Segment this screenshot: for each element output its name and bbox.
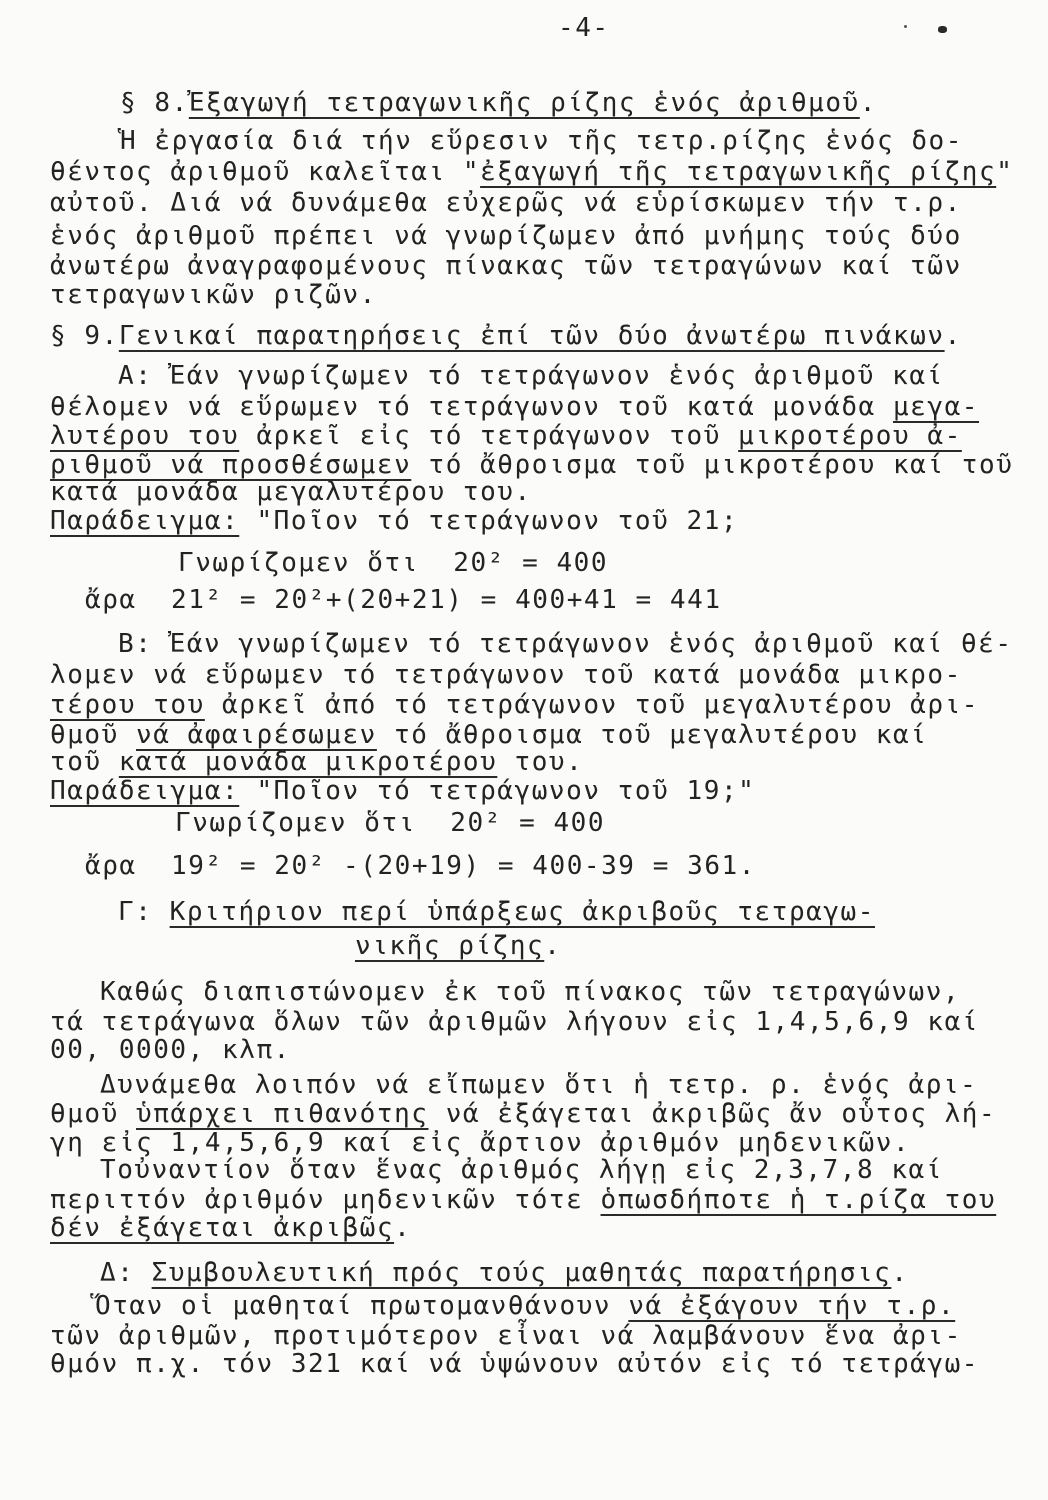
text-run: νά ἐξάγεται ἀκριβῶς ἄν οὗτος λή-: [428, 1099, 997, 1129]
text-run: τό ἄθροισμα τοῦ μεγαλυτέρου καί: [376, 720, 928, 750]
text-run: τό ἄθροισμα τοῦ μικροτέρου καί τοῦ: [411, 450, 1014, 480]
ink-dot: [904, 25, 907, 28]
text-run: γη εἰς 1,4,5,6,9 καί εἰς ἄρτιον ἀριθμόν μηδενικῶν.: [50, 1128, 911, 1158]
underlined-text: Παράδειγμα:: [50, 506, 240, 536]
paragraph-line: [50, 1007, 979, 1037]
text-run: κατά μονάδα μεγαλυτέρου του.: [50, 477, 532, 507]
text-run: Γνωρίζομεν ὅτι 20² = 400: [178, 548, 609, 578]
equation-line: [178, 548, 608, 578]
paragraph-line: [50, 188, 962, 218]
overlined-text: νά εὑρίσκωμεν τήν τ.ρ.: [583, 188, 962, 218]
ink-speck: [938, 26, 947, 33]
text-run: θμόν π.χ. τόν 321 καί νά ὑψώνουν αὐτόν εἰς τό τετράγω-: [50, 1349, 979, 1379]
text-run: περιττόν ἀριθμόν μηδενικῶν τότε: [50, 1185, 601, 1215]
paragraph-b-line: [118, 629, 1013, 659]
paragraph-line: [50, 221, 962, 251]
underlined-text: νικῆς ρίζης: [355, 931, 545, 961]
paragraph-line: [50, 1099, 996, 1129]
underlined-text: Κριτήριον περί ὑπάρξεως ἀκριβοῦς τετραγω-: [169, 897, 875, 927]
paragraph-line: [50, 157, 1013, 187]
text-run: ἄρα 19² = 20² -(20+19) = 400-39 = 361.: [85, 851, 756, 881]
text-run: Δυνάμεθα λοιπόν νά εἴπωμεν ὅτι ἡ τετρ. ρ. ἑνός ἀρι-: [100, 1070, 978, 1100]
text-run: § 8.: [120, 88, 189, 118]
paragraph-line: [120, 126, 963, 156]
paragraph-line: [50, 280, 377, 310]
text-run: Β: Ἐάν γνωρίζωμεν τό τετράγωνον ἑνός ἀριθμοῦ καί θέ-: [118, 629, 1013, 659]
paragraph-line: [50, 392, 979, 422]
text-run: αὐτοῦ. Διά νά δυνάμεθα εὐχερῶς: [50, 188, 584, 218]
paragraph-line: [50, 1185, 996, 1215]
paragraph-line: [50, 720, 927, 750]
text-run: θμοῦ: [50, 1099, 137, 1129]
text-run: ἑνός ἀριθμοῦ πρέπει νά γνωρίζωμεν ἀπό μνήμης τούς δύο: [50, 221, 962, 251]
text-run: Γνωρίζομεν ὅτι 20² = 400: [175, 808, 606, 838]
paragraph-c-heading: [355, 931, 561, 961]
text-run: Γ:: [118, 897, 170, 927]
example-line: [50, 506, 738, 536]
text-run: Ἡ ἐργασία διά τήν εὕρεσιν τῆς τετρ.ρίζης ἑνός δο-: [120, 126, 963, 156]
text-run: 00, 0000, κλπ.: [50, 1035, 291, 1065]
paragraph-line: [50, 251, 962, 281]
underlined-text: Συμβουλευτική πρός τούς μαθητάς παρατήρησις: [151, 1258, 892, 1288]
text-run: .: [394, 1213, 412, 1243]
paragraph-line: [50, 660, 962, 690]
text-run: τετραγωνικῶν ριζῶν.: [50, 280, 377, 310]
paragraph-line: [50, 690, 979, 720]
text-run: τοῦ: [50, 747, 119, 777]
text-run: "Ποῖον τό τετράγωνον τοῦ 19;": [239, 776, 756, 806]
underlined-text: Παράδειγμα:: [50, 776, 240, 806]
underlined-text: ὁπωσδήποτε ἡ τ.ρίζα του: [600, 1185, 997, 1215]
text-run: .: [544, 931, 562, 961]
underlined-text: δέν ἐξάγεται ἀκριβῶς: [50, 1213, 395, 1243]
paragraph-line: [100, 1070, 977, 1100]
text-run: .: [944, 321, 962, 351]
underlined-text: λυτέρου του: [50, 421, 240, 451]
paragraph-line: [50, 1321, 962, 1351]
section-8-heading: [120, 88, 877, 118]
paragraph-line: [95, 1291, 955, 1321]
paragraph-line: [50, 1128, 910, 1158]
page-number: -4-: [558, 13, 610, 43]
underlined-text: ὑπάρχει πιθανότης: [136, 1099, 429, 1129]
underlined-text: Γενικαί παρατηρήσεις ἐπί τῶν δύο ἀνωτέρω πινάκων: [118, 321, 945, 351]
paragraph-a-line: [118, 361, 944, 391]
text-run: Α: Ἐάν γνωρίζωμεν τό τετράγωνον ἑνός ἀριθμοῦ καί: [118, 361, 944, 391]
text-run: .: [859, 88, 877, 118]
text-run: "Ποῖον τό τετράγωνον τοῦ 21;: [239, 506, 739, 536]
underlined-text: μικροτέρου ἀ-: [738, 421, 962, 451]
underlined-text: νά ἐξάγουν τήν τ.ρ.: [628, 1291, 956, 1321]
example-line: [50, 776, 755, 806]
paragraph-line: [50, 421, 962, 451]
underlined-text: Ἐξαγωγή τετραγωνικῆς ρίζης ἑνός ἀριθμοῦ: [188, 88, 860, 118]
text-run: Καθώς διαπιστώνομεν ἐκ τοῦ πίνακος τῶν τετραγώνων,: [100, 977, 961, 1007]
equation-line: [85, 851, 756, 881]
paragraph-line: [100, 1155, 943, 1185]
underlined-text: νά ἀφαιρέσωμεν: [136, 720, 377, 750]
paragraph-c-heading: [118, 897, 875, 927]
text-run: θμοῦ: [50, 720, 137, 750]
paragraph-line: [50, 477, 532, 507]
paragraph-line: [50, 1035, 291, 1065]
text-run: Ὅταν οἱ μαθηταί πρωτομανθάνουν: [95, 1291, 629, 1321]
text-run: θέλομεν νά εὕρωμεν τό τετράγωνον τοῦ κατά μονάδα: [50, 392, 893, 422]
text-run: .: [891, 1258, 909, 1288]
underlined-text: μεγα-: [892, 392, 979, 422]
text-run: τά τετράγωνα ὅλων τῶν ἀριθμῶν λήγουν εἰς 1,4,5,6,9 καί: [50, 1007, 979, 1037]
paragraph-d-heading: [100, 1258, 909, 1288]
text-run: § 9.: [50, 321, 119, 351]
text-run: του.: [497, 747, 584, 777]
text-run: ἀνωτέρω ἀναγραφομένους πίνακας τῶν τετραγώνων καί τῶν: [50, 251, 962, 281]
paragraph-line: [50, 747, 583, 777]
paragraph-line: [50, 1213, 411, 1243]
underlined-text: ἐξαγωγή τῆς τετραγωνικῆς ρίζης: [480, 157, 997, 187]
text-run: ἄρα 21² = 20²+(20+21) = 400+41 = 441: [85, 585, 722, 615]
underlined-text: τέρου του: [50, 690, 205, 720]
text-run: ἀρκεῖ ἀπό τό τετράγωνον τοῦ μεγαλυτέρου ἀρι-: [204, 690, 979, 720]
paragraph-line: [50, 450, 1013, 480]
text-run: Τοὐναντίον ὅταν ἕνας ἀριθμός λήγῃ εἰς 2,3,7,8 καί: [100, 1155, 943, 1185]
text-run: θέντος ἀριθμοῦ καλεῖται ": [50, 157, 481, 187]
paragraph-line: [50, 1349, 979, 1379]
text-run: τῶν ἀριθμῶν, προτιμότερον εἶναι νά λαμβάνουν ἕνα ἀρι-: [50, 1321, 962, 1351]
text-run: Δ:: [100, 1258, 152, 1288]
equation-line: [175, 808, 605, 838]
text-run: ": [996, 157, 1014, 187]
text-run: λομεν νά εὕρωμεν τό τετράγωνον τοῦ κατά μονάδα μικρο-: [50, 660, 962, 690]
underlined-text: κατά μονάδα μικροτέρου: [118, 747, 498, 777]
underlined-text: ριθμοῦ νά προσθέσωμεν: [50, 450, 412, 480]
section-9-heading: [50, 321, 962, 351]
text-run: ἀρκεῖ εἰς τό τετράγωνον τοῦ: [239, 421, 739, 451]
paragraph-line: [100, 977, 960, 1007]
equation-line: [85, 585, 722, 615]
